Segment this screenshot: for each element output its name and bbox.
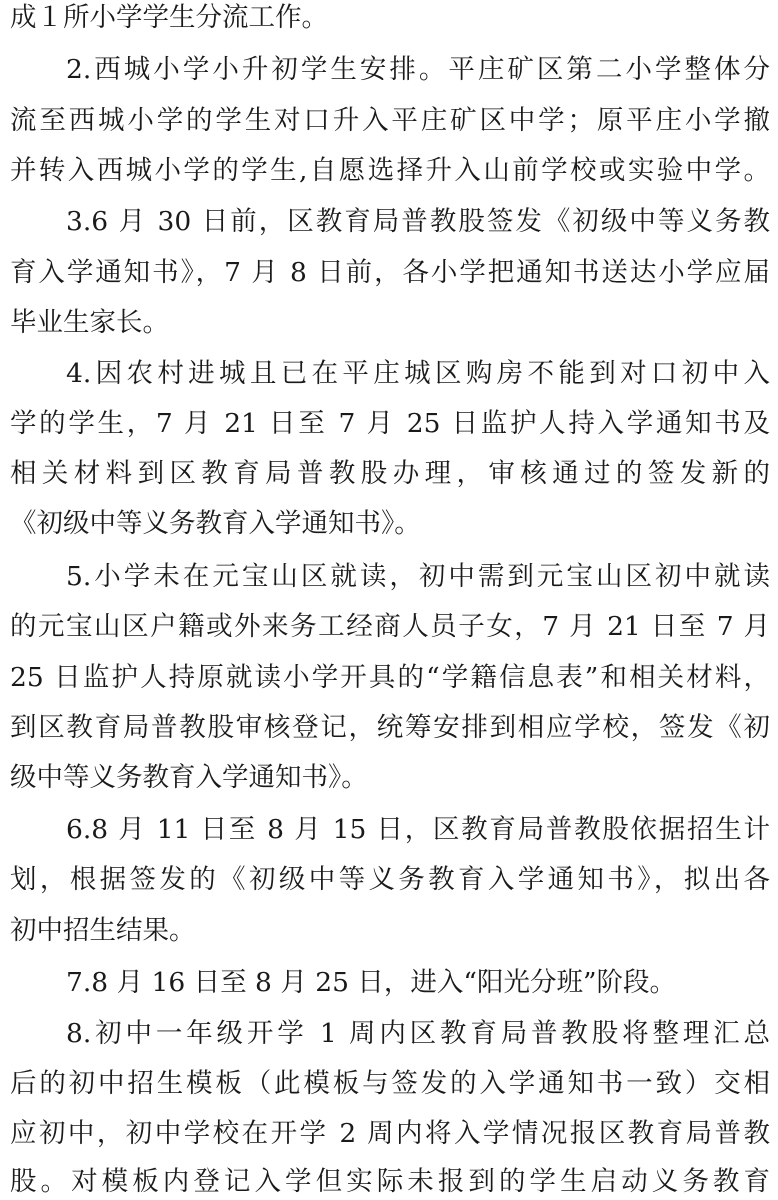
text-line-13: 的元宝山区户籍或外来务工经商人员子女，7 月 21 日至 7 月 xyxy=(10,611,770,642)
text-line-8: 4.因农村进城且已在平庄城区购房不能到对口初中入 xyxy=(66,358,770,389)
text-line-11: 《初级中等义务教育入学通知书》。 xyxy=(10,508,421,539)
text-line-1: 成１所小学学生分流工作。 xyxy=(10,2,328,33)
text-line-10: 相关材料到区教育局普教股办理，审核通过的签发新的 xyxy=(10,458,770,489)
text-line-4: 并转入西城小学的学生,自愿选择升入山前学校或实验中学。 xyxy=(10,155,770,186)
text-line-12: 5.小学未在元宝山区就读，初中需到元宝山区初中就读 xyxy=(66,561,770,592)
text-line-21: 8.初中一年级开学 1 周内区教育局普教股将整理汇总 xyxy=(66,1018,770,1049)
text-line-18: 划，根据签发的《初级中等义务教育入学通知书》，拟出各 xyxy=(10,864,770,895)
text-line-24: 股。对模板内登记入学但实际未报到的学生启动义务教育 xyxy=(10,1166,770,1197)
text-line-14: 25 日监护人持原就读小学开具的“学籍信息表”和相关材料， xyxy=(10,662,770,693)
text-line-6: 育入学通知书》，7 月 8 日前，各小学把通知书送达小学应届 xyxy=(10,257,770,288)
text-line-17: 6.8 月 11 日至 8 月 15 日，区教育局普教股依据招生计 xyxy=(66,814,770,845)
text-line-19: 初中招生结果。 xyxy=(10,915,196,946)
text-line-3: 流至西城小学的学生对口升入平庄矿区中学；原平庄小学撤 xyxy=(10,105,770,136)
text-line-5: 3.6 月 30 日前，区教育局普教股签发《初级中等义务教 xyxy=(66,206,770,237)
text-line-16: 级中等义务教育入学通知书》。 xyxy=(10,762,368,793)
text-line-2: 2.西城小学小升初学生安排。平庄矿区第二小学整体分 xyxy=(66,54,770,85)
text-line-15: 到区教育局普教股审核登记，统筹安排到相应学校，签发《初 xyxy=(10,712,770,743)
text-line-23: 应初中，初中学校在开学 2 周内将入学情况报区教育局普教 xyxy=(10,1118,770,1149)
text-line-22: 后的初中招生模板（此模板与签发的入学通知书一致）交相 xyxy=(10,1068,770,1099)
text-line-20: 7.8 月 16 日至 8 月 25 日，进入“阳光分班”阶段。 xyxy=(66,967,677,998)
text-line-9: 学的学生，7 月 21 日至 7 月 25 日监护人持入学通知书及 xyxy=(10,408,770,439)
text-line-7: 毕业生家长。 xyxy=(10,307,169,338)
